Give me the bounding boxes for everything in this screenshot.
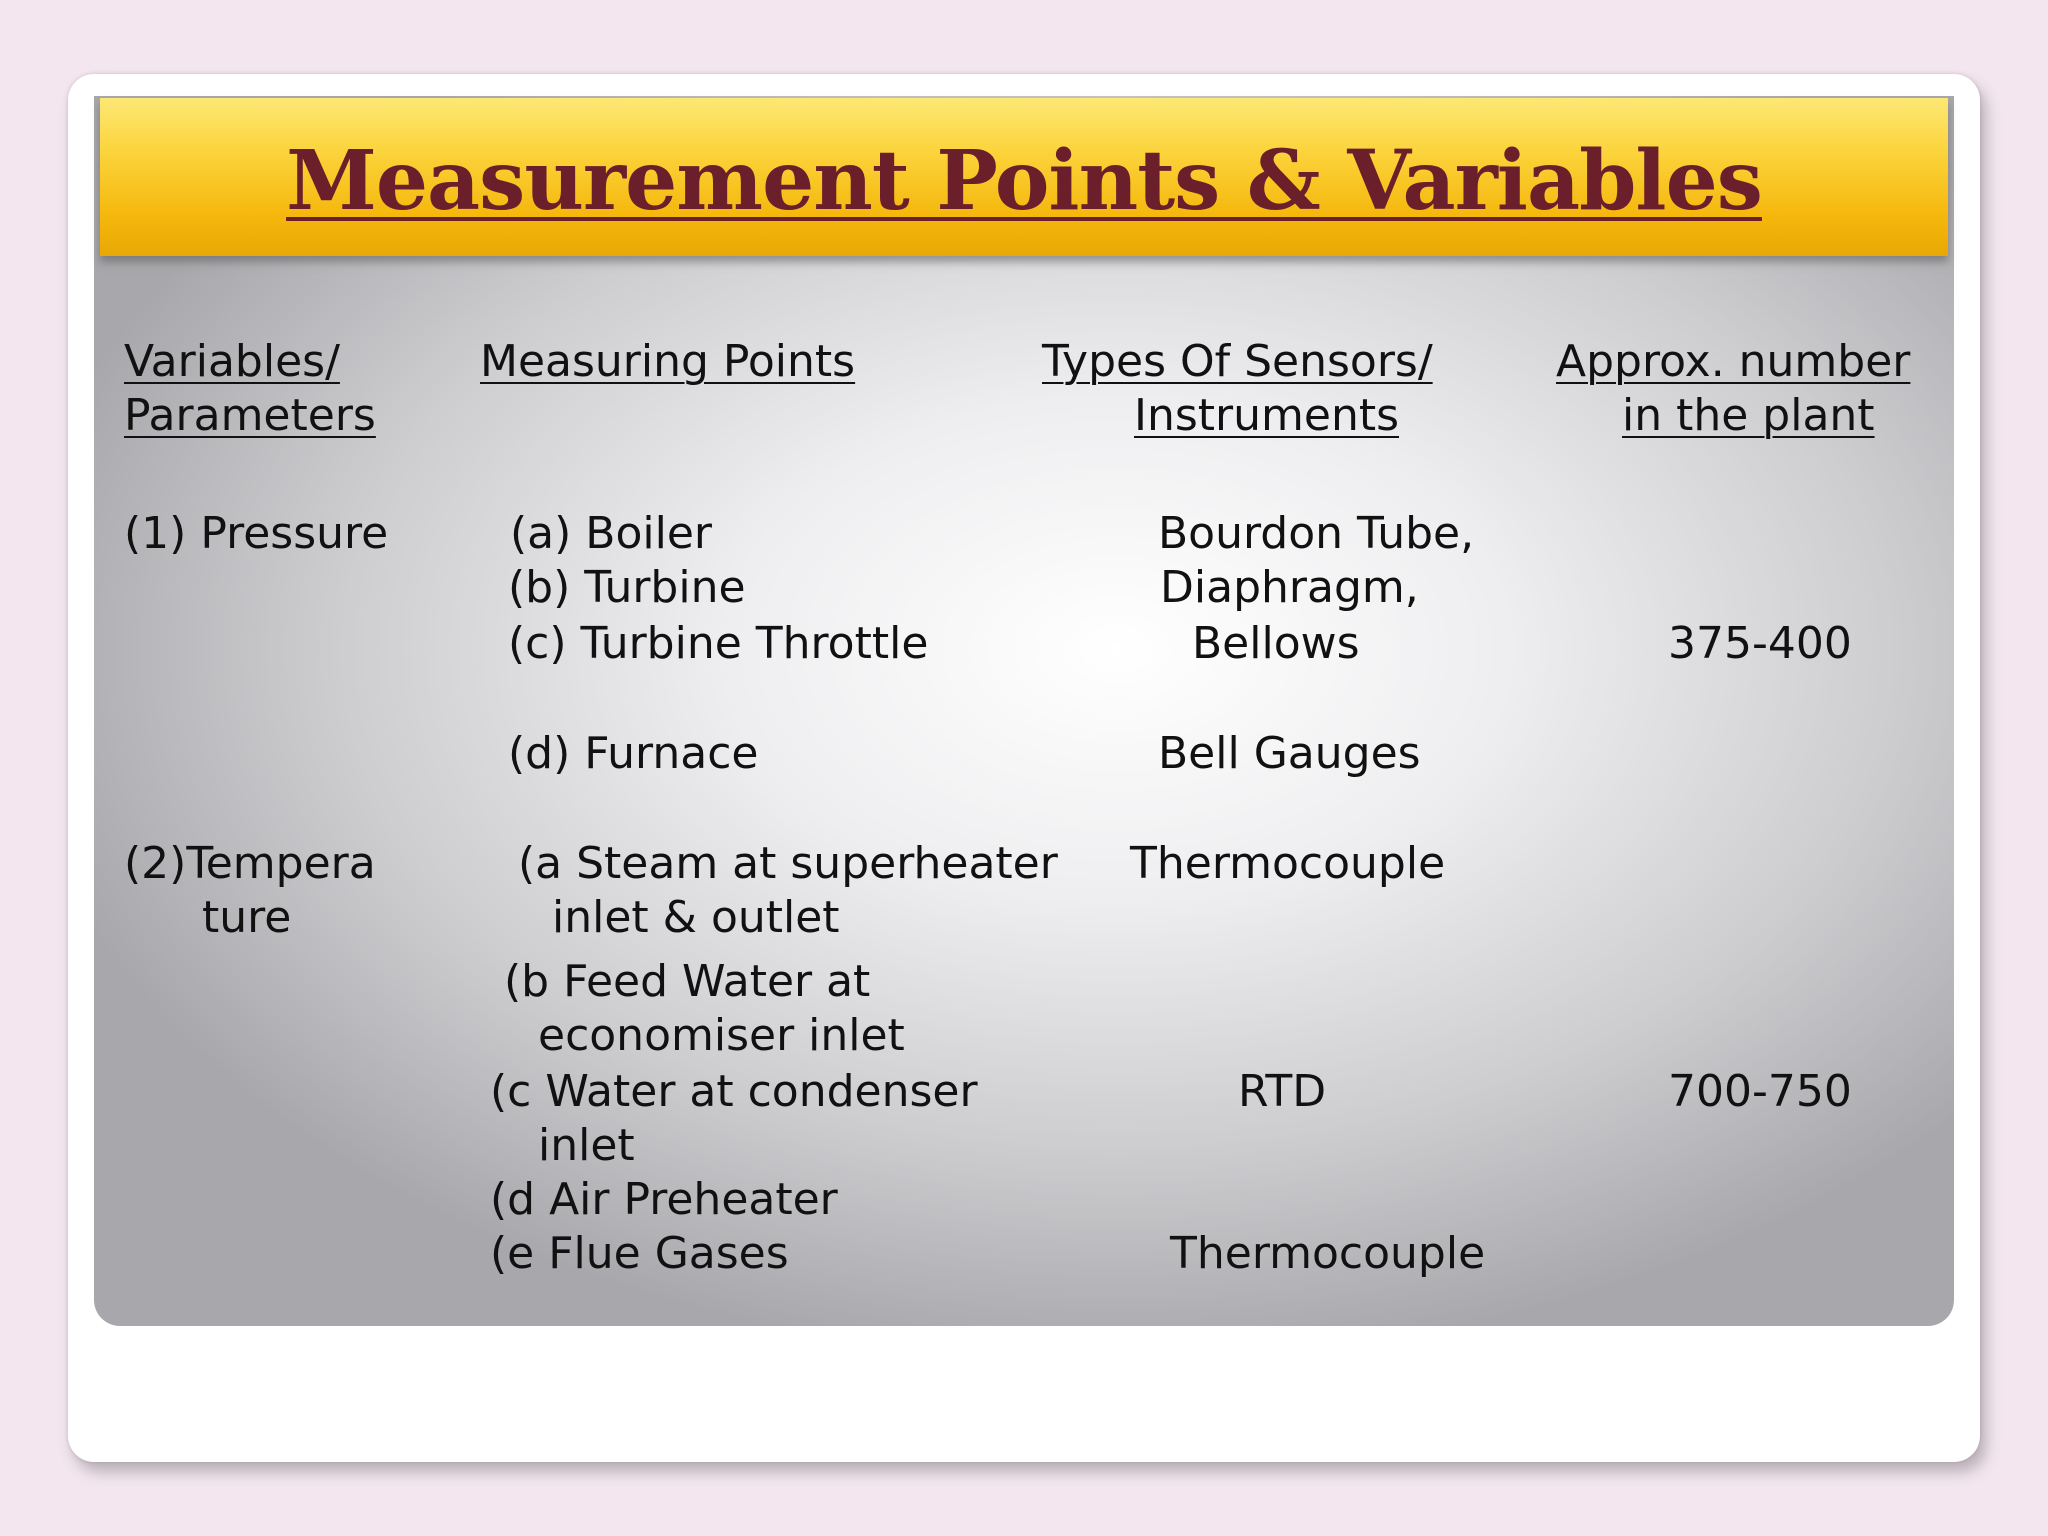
temp-point-b-line1: (b Feed Water at xyxy=(504,956,871,1007)
pressure-point-boiler: (a) Boiler xyxy=(510,508,712,559)
temp-point-b-line2: economiser inlet xyxy=(538,1010,905,1061)
temp-sensor-rtd: RTD xyxy=(1238,1066,1327,1117)
header-sensors-line2: Instruments xyxy=(1134,390,1400,441)
header-measuring-points: Measuring Points xyxy=(480,336,856,387)
temp-point-a-line2: inlet & outlet xyxy=(552,892,840,943)
header-variables-line1: Variables/ xyxy=(124,336,340,387)
temp-point-c-line1: (c Water at condenser xyxy=(490,1066,978,1117)
pressure-sensor-bellows: Bellows xyxy=(1192,618,1360,669)
temp-sensor-thermocouple: Thermocouple xyxy=(1130,838,1446,889)
pressure-sensor-diaphragm: Diaphragm, xyxy=(1160,562,1419,613)
temp-sensor-thermocouple-flue: Thermocouple xyxy=(1170,1228,1486,1279)
pressure-sensor-bell-gauges: Bell Gauges xyxy=(1158,728,1421,779)
temp-point-d: (d Air Preheater xyxy=(490,1174,838,1225)
variable-temperature-line1: (2)Tempera xyxy=(124,838,376,889)
temp-point-a-line1: (a Steam at superheater xyxy=(518,838,1058,889)
temp-point-e: (e Flue Gases xyxy=(490,1228,789,1279)
header-sensors-line1: Types Of Sensors/ xyxy=(1042,336,1433,387)
pressure-point-furnace: (d) Furnace xyxy=(508,728,759,779)
temp-point-c-line2: inlet xyxy=(538,1120,635,1171)
variable-temperature-line2: ture xyxy=(202,892,292,943)
header-variables-line2: Parameters xyxy=(124,390,376,441)
title-banner xyxy=(100,98,1948,256)
content-panel xyxy=(94,96,1954,1326)
header-approx-line1: Approx. number xyxy=(1556,336,1911,387)
slide-title: Measurement Points & Variables xyxy=(286,133,1762,229)
temperature-count: 700-750 xyxy=(1668,1066,1852,1117)
pressure-point-turbine-throttle: (c) Turbine Throttle xyxy=(508,618,929,669)
header-approx-line2: in the plant xyxy=(1622,390,1875,441)
pressure-point-turbine: (b) Turbine xyxy=(508,562,746,613)
pressure-sensor-bourdon: Bourdon Tube, xyxy=(1158,508,1475,559)
variable-pressure: (1) Pressure xyxy=(124,508,389,559)
pressure-count: 375-400 xyxy=(1668,618,1852,669)
